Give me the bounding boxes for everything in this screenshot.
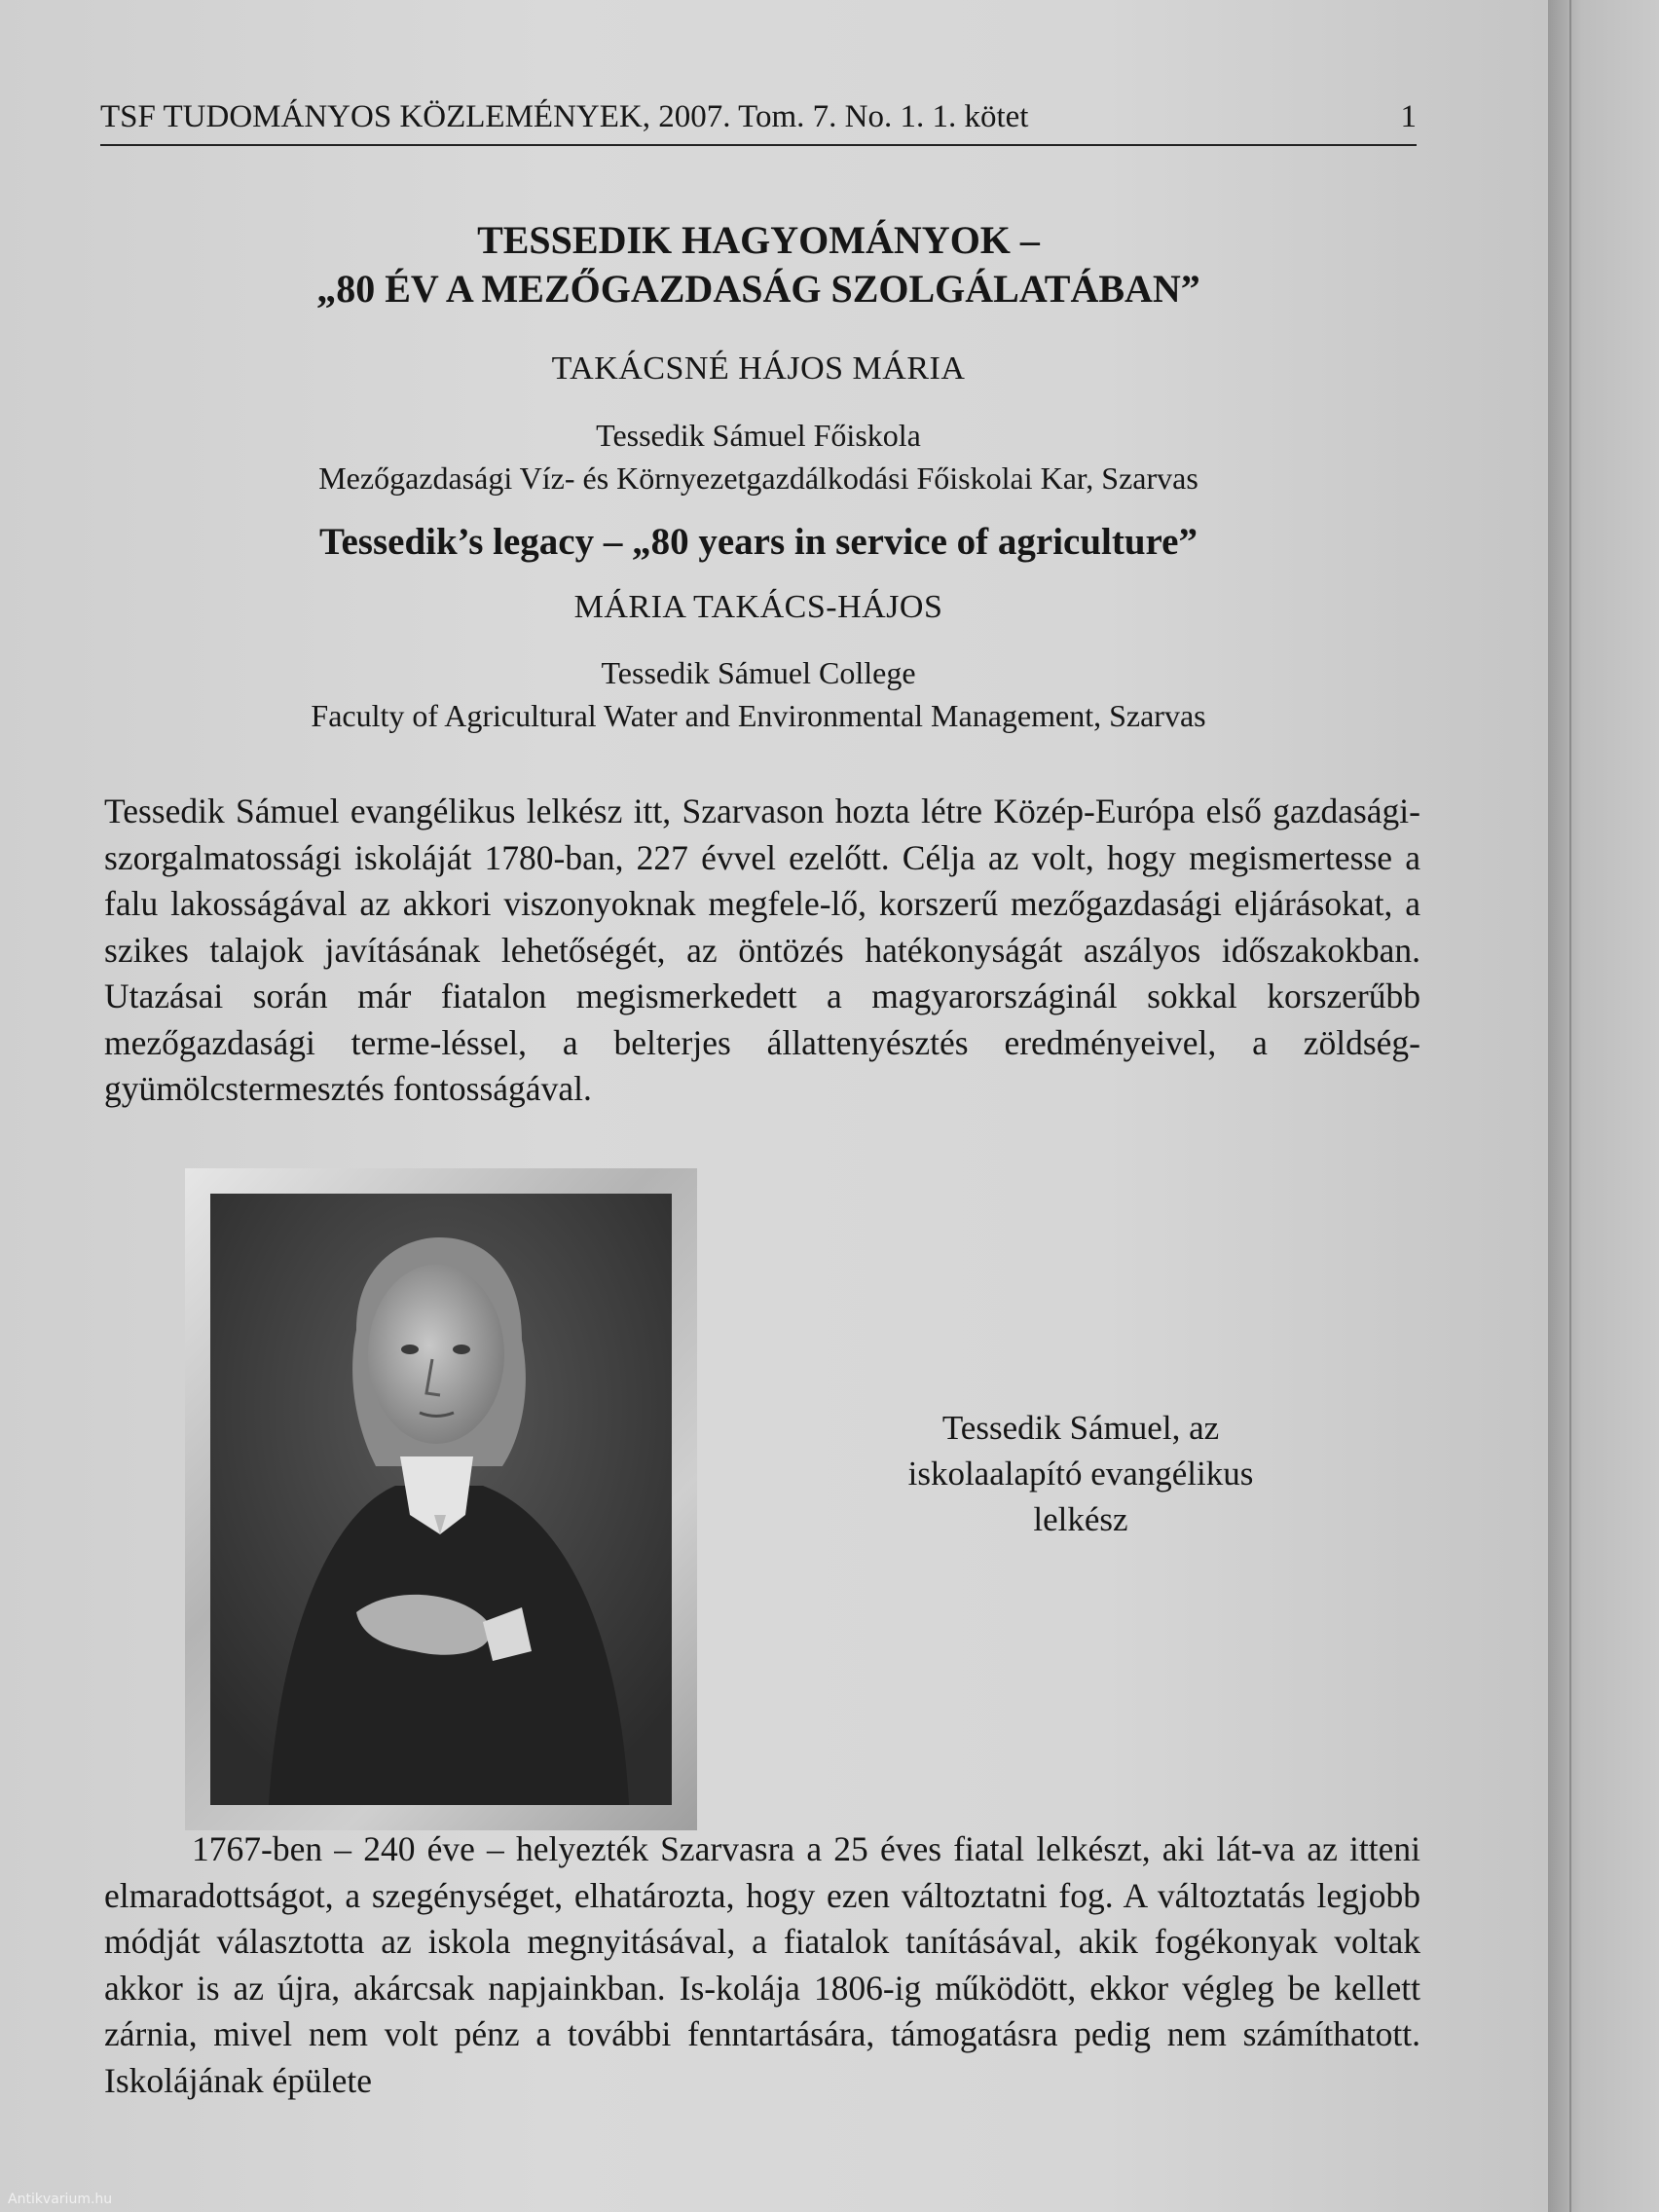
title-line-2: „80 ÉV A MEZŐGAZDASÁG SZOLGÁLATÁBAN” bbox=[316, 267, 1200, 311]
page-edge bbox=[1548, 0, 1659, 2212]
english-author: MÁRIA TAKÁCS-HÁJOS bbox=[573, 589, 943, 625]
english-affiliation bbox=[100, 651, 1417, 737]
portrait-image bbox=[210, 1194, 672, 1805]
caption-line-2: iskolaalapító evangélikus bbox=[907, 1455, 1254, 1493]
page-edge-line bbox=[1569, 0, 1571, 2212]
body-paragraph-1: Tessedik Sámuel evangélikus lelkész itt, Szarvason hozta létre Közép-Európa első gazdasági-szorgalmatossági iskoláját 1780-ban, 227 évvel ezelőtt. Célja az volt, hogy megismertesse a falu lakosságával az akkori viszonyoknak megfele-lő, korszerű mezőgazdasági eljárásokat, a szikes talajok javításának lehetőségét, az öntözés hatékonyságát aszályos időszakokban. Utazásai során már fiatalon megismerkedett a magyarországinál sokkal korszerűbb mezőgazdasági terme-léssel, a belterjes állattenyésztés eredményeivel, a zöldség- gyümölcstermesztés fontosságával. bbox=[104, 792, 1420, 1108]
body-paragraph-2: 1767-ben – 240 éve – helyezték Szarvasra a 25 éves fiatal lelkészt, aki lát-va az itteni elmaradottságot, a szegénységet, elhatározta, hogy ezen változtatni fog. A változtatás legjobb módját választotta az iskola megnyitásával, a fiatalok tanításával, akik fogékonyak voltak akkor is az újra, akárcsak napjainkban. Is-kolája 1806-ig működött, ekkor végleg be kellett zárnia, mivel nem volt pénz a további fenntartására, támogatásra pedig nem számíthatott. Iskolájának épülete bbox=[104, 1829, 1420, 2100]
watermark: Antikvarium.hu bbox=[8, 2192, 113, 2207]
affiliation-line-2: Mezőgazdasági Víz- és Környezetgazdálkodási Főiskolai Kar, Szarvas bbox=[318, 461, 1198, 496]
caption-line-3: lelkész bbox=[1033, 1500, 1128, 1538]
title-line-1: TESSEDIK HAGYOMÁNYOK – bbox=[477, 218, 1040, 262]
english-title: Tessedik’s legacy – „80 years in service of agriculture” bbox=[319, 521, 1198, 563]
english-affiliation-line-1: Tessedik Sámuel College bbox=[601, 655, 916, 690]
figure-caption bbox=[857, 1405, 1305, 1542]
english-affiliation-line-2: Faculty of Agricultural Water and Environmental Management, Szarvas bbox=[311, 698, 1206, 733]
article-title bbox=[100, 216, 1417, 313]
affiliation bbox=[100, 414, 1417, 499]
portrait-frame bbox=[185, 1168, 697, 1830]
header-rule bbox=[100, 144, 1417, 146]
running-header bbox=[100, 99, 1417, 135]
portrait-painting bbox=[210, 1194, 672, 1805]
caption-line-1: Tessedik Sámuel, az bbox=[941, 1409, 1220, 1447]
journal-citation: TSF TUDOMÁNYOS KÖZLEMÉNYEK, 2007. Tom. 7. No. 1. 1. kötet bbox=[100, 99, 1029, 134]
affiliation-line-1: Tessedik Sámuel Főiskola bbox=[596, 418, 921, 453]
author-name: TAKÁCSNÉ HÁJOS MÁRIA bbox=[551, 350, 966, 387]
page-number: 1 bbox=[1400, 99, 1417, 134]
